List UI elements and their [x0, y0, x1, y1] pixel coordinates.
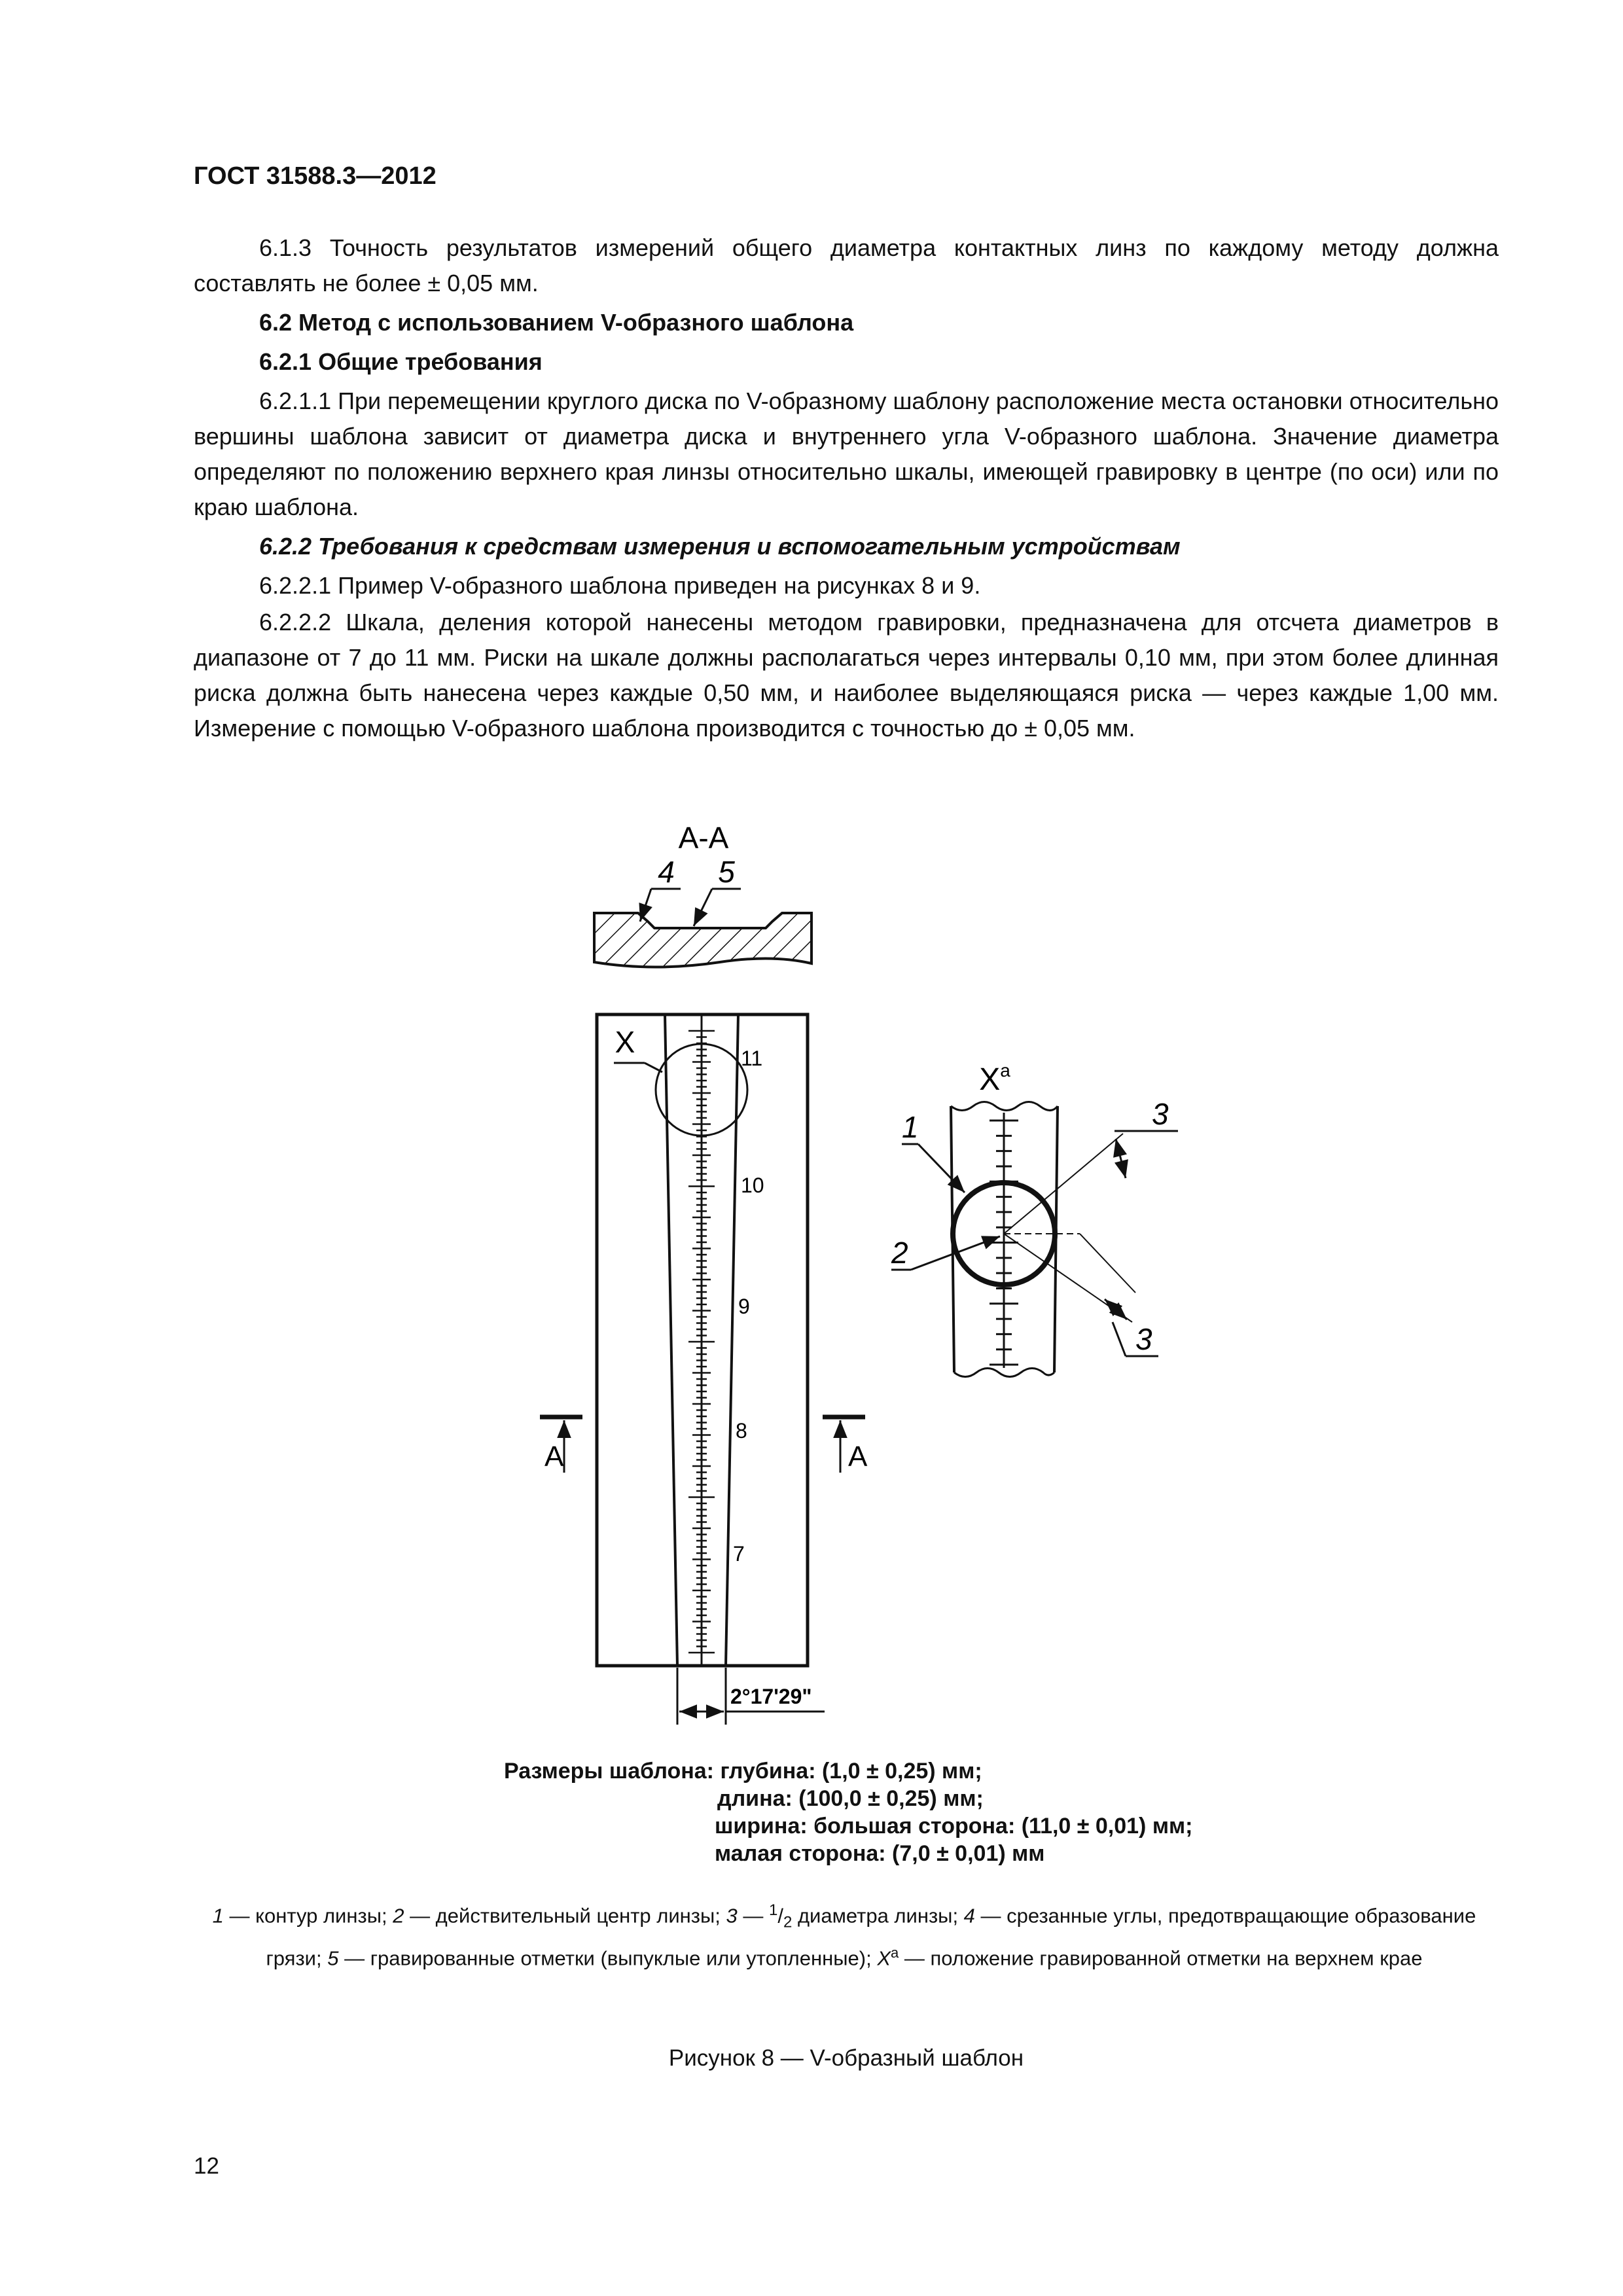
section-aa-profile	[594, 913, 812, 967]
scale-ticks	[688, 1031, 715, 1653]
legend-fraction-den: 2	[783, 1913, 793, 1931]
heading-6-2-2: 6.2.2 Требования к средствам измерения и вспомогательным устройствам	[259, 533, 1181, 560]
scale-label-9: 9	[738, 1295, 750, 1318]
heading-6-2-1: 6.2.1 Общие требования	[259, 348, 543, 375]
callout-2-label: 2	[891, 1236, 908, 1270]
heading-6-2: 6.2 Метод с использованием V-образного шаблона	[259, 309, 854, 336]
dims-row-depth	[504, 1757, 982, 1785]
angle-label: 2°17'29"	[730, 1685, 812, 1708]
detail-view-label: $X^a$	[979, 1060, 1010, 1097]
section-aa-label: А-А	[678, 821, 729, 855]
legend-key-5: 5	[327, 1946, 339, 1969]
legend-text-3b: диаметра линзы;	[792, 1904, 964, 1928]
legend-key-3: 3	[726, 1904, 738, 1928]
legend-fraction-num: 1	[769, 1901, 778, 1919]
section-mark-left-label: А	[544, 1441, 564, 1473]
document-header: ГОСТ 31588.3—2012	[194, 162, 437, 190]
paragraph-6-2-1-1: 6.2.1.1 При перемещении круглого диска по V-образному шаблону расположение места остановки относительно вершины шаблона зависит от диаметра диска и внутреннего угла V-образного шаблона. Значение диаметра определяют по положению верхнего края линзы относительно шкалы, имеющей гравировку в центре (по оси) или по краю шаблона.	[194, 387, 1499, 520]
callout-3-top-label: 3	[1152, 1097, 1169, 1131]
dims-width-small: малая сторона: (7,0 ± 0,01) мм	[715, 1841, 1045, 1866]
figure-legend: 1 — контур линзы; 2 — действительный центр линзы; 3 — $^1/_2$ диаметра линзы; 4 — срезанные углы, предотвращающие образование грязи; 5 — гравированные отметки (выпуклые или утопленные); $X^a$ — положение гравированной отметки на верхнем крае	[212, 1901, 1476, 1969]
dims-width-large: ширина: большая сторона: (11,0 ± 0,01) мм;	[715, 1814, 1193, 1839]
callout-5-leader	[694, 889, 712, 926]
detail-x-label: X	[615, 1025, 635, 1059]
radius-dimension-top	[1116, 1139, 1126, 1178]
dims-row-width-large	[504, 1812, 1193, 1840]
dims-row-width-small	[504, 1840, 1045, 1867]
paragraph-6-1-3: 6.1.3 Точность результатов измерений общего диаметра контактных линз по каждому методу должна составлять не более ± 0,05 мм.	[194, 234, 1499, 296]
legend-key-4: 4	[963, 1904, 975, 1928]
radius-line-bottom	[1004, 1234, 1132, 1322]
legend-text-5: — гравированные отметки (выпуклые или утопленные);	[338, 1946, 878, 1969]
figure-8-drawing	[510, 812, 1230, 1728]
legend-text-3a: —	[737, 1904, 769, 1928]
paragraph-6-2-2-2: 6.2.2.2 Шкала, деления которой нанесены методом гравировки, предназначена для отсчета диаметров в диапазоне от 7 до 11 мм. Риски на шкале должны располагаться через интервалы 0,10 мм, при этом более длинная риска должна быть нанесена через каждые 0,50 мм, и наиболее выделяющаяся риска — через каждые 1,00 мм. Измерение с помощью V-образного шаблона производится с точностью до ± 0,05 мм.	[194, 609, 1499, 742]
legend-key-x-sup: a	[891, 1944, 899, 1961]
detail-x-leader	[645, 1063, 662, 1072]
detail-view-bottom-break	[954, 1369, 1054, 1377]
callout-3-bottom-label: 3	[1135, 1322, 1152, 1356]
v-groove-right-edge	[726, 1014, 738, 1666]
dims-depth: глубина: (1,0 ± 0,25) мм;	[720, 1759, 982, 1784]
legend-key-2: 2	[393, 1904, 404, 1928]
legend-key-1: 1	[212, 1904, 224, 1928]
paragraph-6-2-2-1: 6.2.2.1 Пример V-образного шаблона приведен на рисунках 8 и 9.	[259, 572, 981, 599]
callout-4-label: 4	[658, 855, 675, 889]
page-number: 12	[194, 2153, 219, 2179]
detail-view-top-break	[951, 1102, 1058, 1111]
callout-3-bottom-leader	[1113, 1322, 1126, 1356]
figure-caption: Рисунок 8 — V-образный шаблон	[668, 2045, 1024, 2071]
callout-4-leader	[640, 889, 651, 922]
scale-label-8: 8	[736, 1419, 747, 1443]
callout-1-leader	[918, 1144, 965, 1193]
dims-prefix: Размеры шаблона:	[504, 1759, 715, 1784]
legend-text-2: — действительный центр линзы;	[404, 1904, 726, 1928]
legend-text-4: — срезанные углы, предотвращающие образование грязи;	[266, 1904, 1476, 1969]
section-mark-right-label: А	[848, 1441, 868, 1473]
dims-row-length	[504, 1785, 982, 1812]
callout-5-label: 5	[718, 855, 735, 889]
template-dimensions	[504, 1757, 1193, 1867]
legend-key-x: X	[877, 1946, 891, 1969]
legend-text-x: — положение гравированной отметки на верхнем крае	[899, 1946, 1423, 1969]
scale-label-10: 10	[741, 1174, 764, 1197]
callout-1-label: 1	[902, 1110, 919, 1144]
radius-dimension-bottom	[1105, 1299, 1127, 1319]
legend-text-1: — контур линзы;	[223, 1904, 393, 1928]
scale-label-7: 7	[733, 1542, 745, 1566]
scale-label-11: 11	[741, 1047, 763, 1070]
body-text	[194, 230, 1499, 747]
dims-length: длина: (100,0 ± 0,25) мм;	[717, 1786, 984, 1811]
radius-line-offset	[1080, 1234, 1135, 1293]
v-groove-left-edge	[665, 1014, 677, 1666]
